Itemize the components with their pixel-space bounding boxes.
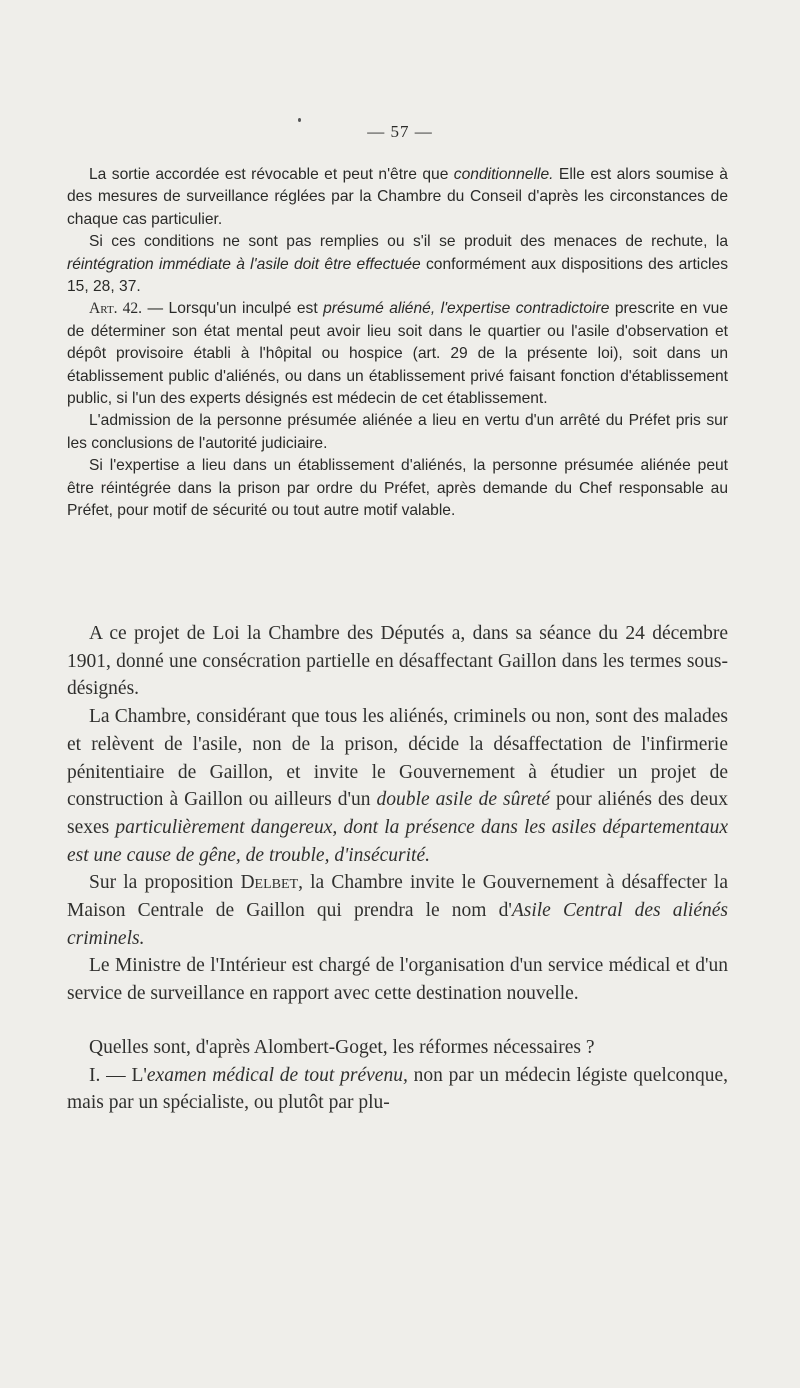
paragraph-ministre: Le Ministre de l'Intérieur est chargé de l'organisation d'un service médical et d'un service de surveillance en rapport avec cette destination nouvelle. — [67, 955, 728, 1005]
article-text-block — [67, 164, 728, 523]
paragraph-gap — [67, 1008, 728, 1034]
paragraph-projet-de-loi: A ce projet de Loi la Chambre des Députés a, dans sa séance du 24 décembre 1901, donné une consécration partielle en désaffectant Gaillon dans les termes sous-désignés. — [67, 623, 728, 700]
paragraph-sortie: La sortie accordée est révocable et peut n'être que conditionnelle. Elle est alors soumise à des mesures de surveillance réglées par la Chambre du Conseil d'après les circonstances de chaque cas particulier. — [67, 166, 728, 228]
paragraph-rechute: Si ces conditions ne sont pas remplies ou s'il se produit des menaces de rechute, la réintégration immédiate à l'asile doit être effectuée conformément aux dispositions des articles 15, 28, 37. — [67, 233, 728, 296]
page-number: — 57 — — [367, 122, 433, 141]
paragraph-question: Quelles sont, d'après Alombert-Goget, les réformes nécessaires ? — [89, 1036, 595, 1058]
paragraph-delbet: Sur la proposition Delbet, la Chambre invite le Gouvernement à désaffecter la Maison Centrale de Gaillon qui prendra le nom d'Asile Central des aliénés criminels. — [67, 872, 729, 949]
paragraph-expertise: Si l'expertise a lieu dans un établissement d'aliénés, la personne présumée aliénée peut être réintégrée dans la prison par ordre du Préfet, après demande du Chef responsable au Préfet, pour motif de sécurité ou tout autre motif valable. — [67, 457, 728, 520]
article-label: Art. 42. — [89, 300, 143, 318]
author-name: Delbet — [240, 872, 299, 894]
paragraph-examen-medical: I. — L'examen médical de tout prévenu, non par un médecin légiste quelconque, mais par un spécialiste, ou plutôt par plu- — [67, 1064, 729, 1114]
commentary-text-block — [67, 620, 728, 1117]
paragraph-chambre: La Chambre, considérant que tous les aliénés, criminels ou non, sont des malades et relèvent de l'asile, non de la prison, décide la désaffectation de l'infirmerie pénitentiaire de Gaillon, et invite le Gouvernement à étudier un projet de construction à Gaillon ou ailleurs d'un double asile de sûreté pour aliénés des deux sexes particulièrement dangereux, dont la présence dans les asiles départementaux est une cause de gêne, de trouble, d'insécurité. — [67, 706, 728, 866]
paragraph-article-42: Art. 42. — Lorsqu'un inculpé est présumé aliéné, l'expertise contradictoire prescrite en vue de déterminer son état mental peut avoir lieu soit dans le quartier ou l'asile d'observation et dépôt provisoire établi à l'hôpital ou hospice (art. 29 de la présente loi), soit dans un établissement public d'aliénés, ou dans un établissement privé faisant fonction d'établissement public, si l'un des experts désignés est médecin de cet établissement. — [67, 300, 728, 408]
paragraph-admission: L'admission de la personne présumée aliénée a lieu en vertu d'un arrêté du Préfet pris sur les conclusions de l'autorité judiciaire. — [67, 412, 728, 452]
